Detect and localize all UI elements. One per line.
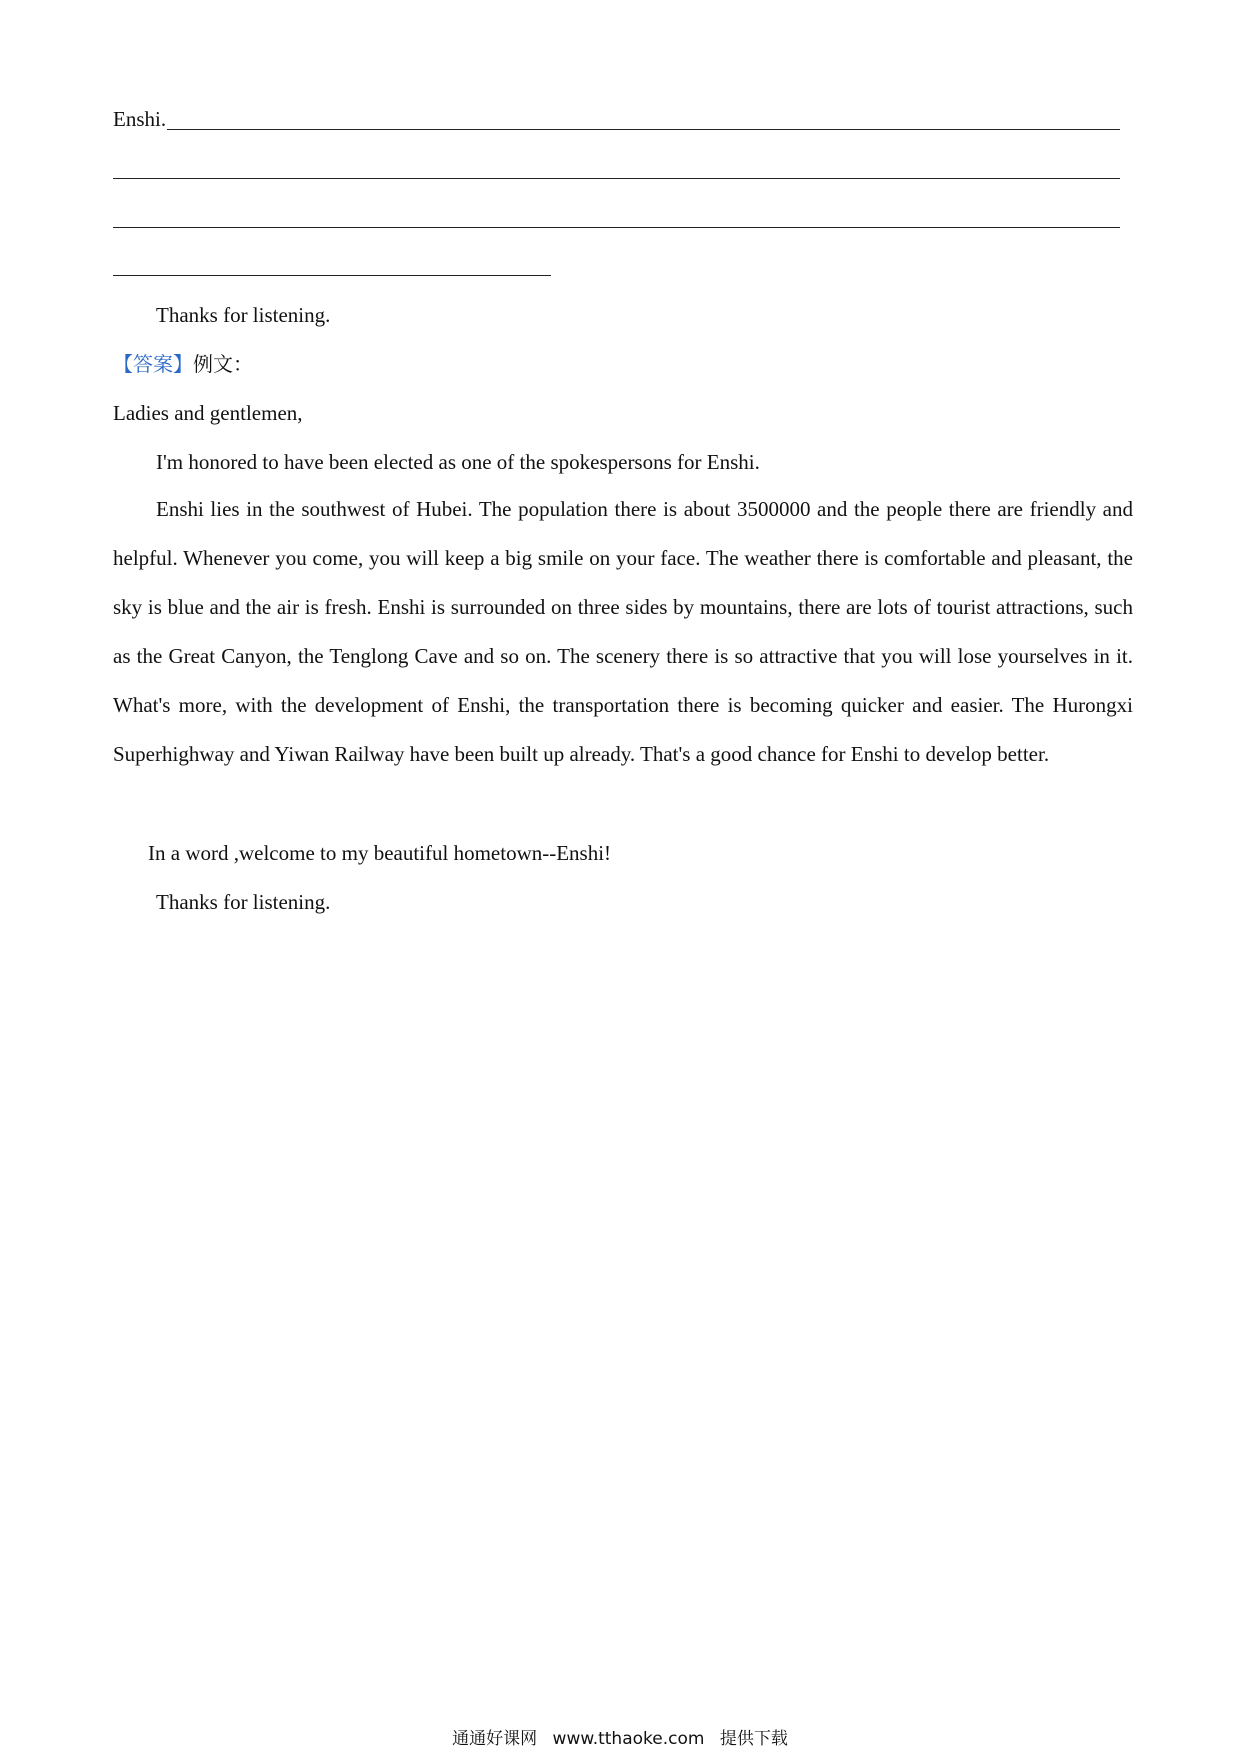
writing-line-1 bbox=[167, 129, 1120, 130]
footer-url[interactable]: www.tthaoke.com bbox=[552, 1729, 705, 1749]
answer-greeting: Ladies and gentlemen, bbox=[113, 401, 303, 425]
answer-body-paragraph: Enshi lies in the southwest of Hubei. The population there is about 3500000 and the people there are friendly and helpful. Whenever you come, you will keep a big smile on your face. The weather there is comfortable and pleasant, the sky is blue and the air is fresh. Enshi is surrounded on three sides by mountains, there are lots of tourist attractions, such as the Great Canyon, the Tenglong Cave and so on. The scenery there is so attractive that you will lose yourselves in it. What's more, with the development of Enshi, the transportation there is becoming quicker and easier. The Hurongxi Superhighway and Yiwan Railway have been built up already. That's a good chance for Enshi to develop better. bbox=[113, 497, 1133, 766]
answer-intro: I'm honored to have been elected as one of the spokespersons for Enshi. bbox=[156, 450, 760, 474]
writing-line-4 bbox=[113, 275, 551, 276]
footer-tagline: 提供下载 bbox=[719, 1729, 788, 1749]
writing-line-3 bbox=[113, 227, 1120, 228]
answer-summary: In a word ,welcome to my beautiful hometown--Enshi! bbox=[148, 841, 612, 865]
answer-tag: 【答案】 bbox=[113, 352, 193, 376]
writing-line-2 bbox=[113, 178, 1120, 179]
exercise-closing: Thanks for listening. bbox=[156, 303, 331, 327]
page-footer bbox=[0, 1728, 1240, 1750]
exercise-lead-word: Enshi. bbox=[113, 107, 167, 131]
answer-heading bbox=[113, 351, 253, 377]
answer-closing: Thanks for listening. bbox=[156, 890, 331, 914]
footer-site-name: 通通好课网 bbox=[452, 1729, 538, 1749]
answer-label: 例文： bbox=[193, 352, 253, 376]
